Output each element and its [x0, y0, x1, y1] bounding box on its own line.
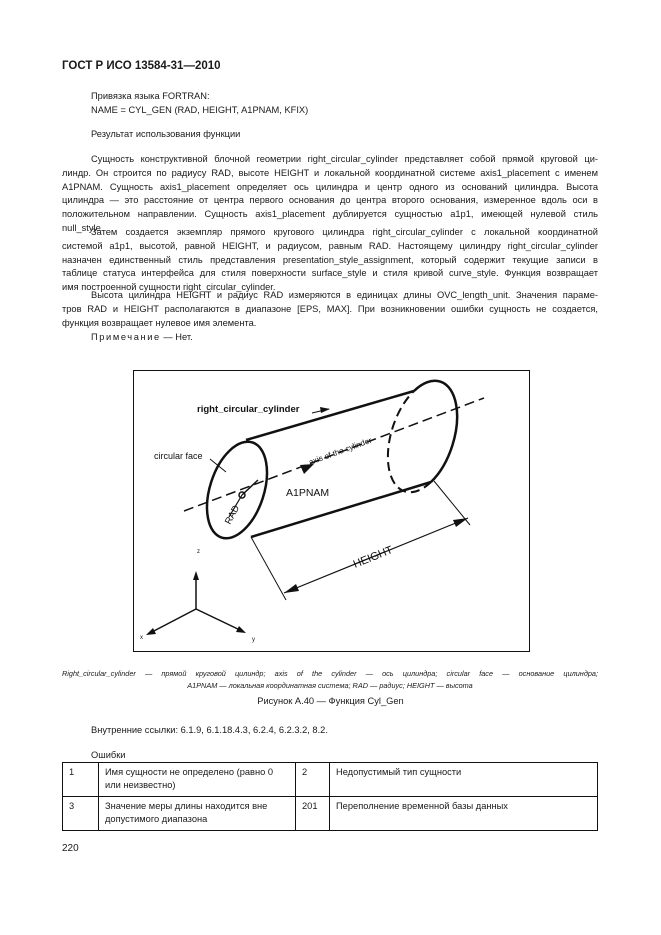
errors-table	[62, 762, 598, 831]
note-text: — Нет.	[160, 332, 193, 342]
height-extension-front	[251, 537, 286, 600]
a1pnam-label: A1PNAM	[286, 487, 330, 499]
result-heading: Результат использования функции	[91, 129, 241, 139]
error-code: 2	[296, 763, 330, 797]
para1-line: A1PNAM. Сущность axis1_placement определяет ось цилиндра и центр одного из оснований цилиндра. Высота	[62, 181, 598, 192]
para1-line: положительном направлении. Сущность axis1_placement дублируется сущностью a1p1, имеющей нулевой стиль	[62, 209, 598, 220]
internal-references: Внутренние ссылки: 6.1.9, 6.1.18.4.3, 6.2.4, 6.2.3.2, 8.2.	[91, 725, 328, 735]
page-number: 220	[62, 843, 79, 854]
axis-label: axis of the cylinder	[307, 435, 373, 467]
table-row	[63, 763, 598, 797]
para1-line: цилиндра — это расстояние от центра первого основания до центра второго основания, измеренное вдоль оси в	[62, 195, 598, 206]
caption-line-1: Right_circular_cylinder — прямой круговой цилиндр; axis of the cylinder — ось цилиндра; circular face — основание цилиндра;	[62, 669, 598, 678]
y-axis	[196, 609, 242, 631]
fortran-binding-line-2: NAME = CYL_GEN (RAD, HEIGHT, A1PNAM, KFIX)	[91, 105, 309, 115]
error-code: 3	[63, 797, 99, 831]
para2-line: таблице статуса интерфейса для стиля поверхности surface_style и стиля кривой curve_style. Функция возвращает	[62, 268, 598, 279]
note-label: Примечание	[91, 332, 161, 342]
cylinder-top-edge	[246, 391, 414, 440]
para3-line: функция возвращает нулевое имя элемента.	[62, 317, 257, 328]
back-face-hidden	[388, 391, 431, 492]
face-label: circular face	[154, 451, 203, 461]
note	[91, 331, 193, 345]
rad-label: RAD	[222, 503, 243, 527]
error-text: Недопустимый тип сущности	[330, 763, 598, 797]
para2-line: Затем создается экземпляр прямого кругового цилиндра right_circular_cylinder с локальной координатной	[91, 227, 598, 237]
para1-line: null_style.	[62, 222, 104, 233]
x-axis-arrow	[146, 628, 156, 635]
paragraph-description	[62, 153, 598, 236]
height-arrow-end	[453, 518, 468, 527]
para2-line: системой a1p1, высотой, равной HEIGHT, и радиусом, равным RAD. Настоящему цилиндру right_circular_cylinder	[62, 240, 598, 251]
document-header: ГОСТ Р ИСО 13584-31—2010	[62, 60, 221, 72]
cylinder-diagram	[134, 371, 528, 650]
figure-frame	[133, 370, 530, 652]
height-extension-back	[434, 481, 470, 525]
error-text: Значение меры длины находится вне допустимого диапазона	[99, 797, 296, 831]
para2-line: назначен единственный стиль представления presentation_style_assignment, который содержит текущие записи в	[62, 254, 598, 265]
z-axis-label: z	[197, 549, 200, 555]
x-axis	[150, 609, 196, 633]
height-arrow-start	[284, 584, 299, 593]
paragraph-units	[62, 289, 598, 330]
error-code: 201	[296, 797, 330, 831]
fortran-binding-line-1: Привязка языка FORTRAN:	[91, 91, 210, 101]
error-code: 1	[63, 763, 99, 797]
para3-line: Высота цилиндра HEIGHT и радиус RAD измеряются в единицах длины OVC_length_unit. Значения параме-	[91, 290, 598, 300]
para1-line: Сущность конструктивной блочной геометрии right_circular_cylinder представляет собой прямой круговой ци-	[91, 154, 598, 164]
para3-line: тров RAD и HEIGHT располагаются в диапазоне [EPS, MAX]. При возникновении ошибки сущность не создается,	[62, 303, 598, 314]
x-axis-label: x	[140, 635, 143, 641]
face-label-leader	[210, 459, 226, 472]
cylinder-label-arrow	[320, 407, 330, 413]
height-label: HEIGHT	[351, 544, 395, 571]
y-axis-label: y	[252, 637, 255, 643]
table-row	[63, 797, 598, 831]
y-axis-arrow	[236, 626, 246, 633]
figure-title: Рисунок А.40 — Функция Cyl_Gen	[257, 696, 404, 706]
para1-line: линдр. Он строится по радиусу RAD, высоте HEIGHT и локальной координатной системе axis1_placement с именем	[62, 167, 598, 178]
cylinder-label: right_circular_cylinder	[197, 404, 300, 415]
para2-line: имя построенной сущности right_circular_cylinder.	[62, 282, 276, 293]
z-axis-arrow	[193, 571, 199, 580]
caption-line-2: A1PNAM — локальная координатная система; RAD — радиус; HEIGHT — высота	[187, 681, 473, 690]
cylinder-bottom-edge	[251, 482, 431, 537]
error-text: Переполнение временной базы данных	[330, 797, 598, 831]
errors-heading: Ошибки	[91, 750, 126, 760]
front-circular-face	[196, 434, 278, 546]
paragraph-instance	[62, 226, 598, 295]
back-face-visible	[414, 381, 457, 482]
error-text: Имя сущности не определено (равно 0 или неизвестно)	[99, 763, 296, 797]
